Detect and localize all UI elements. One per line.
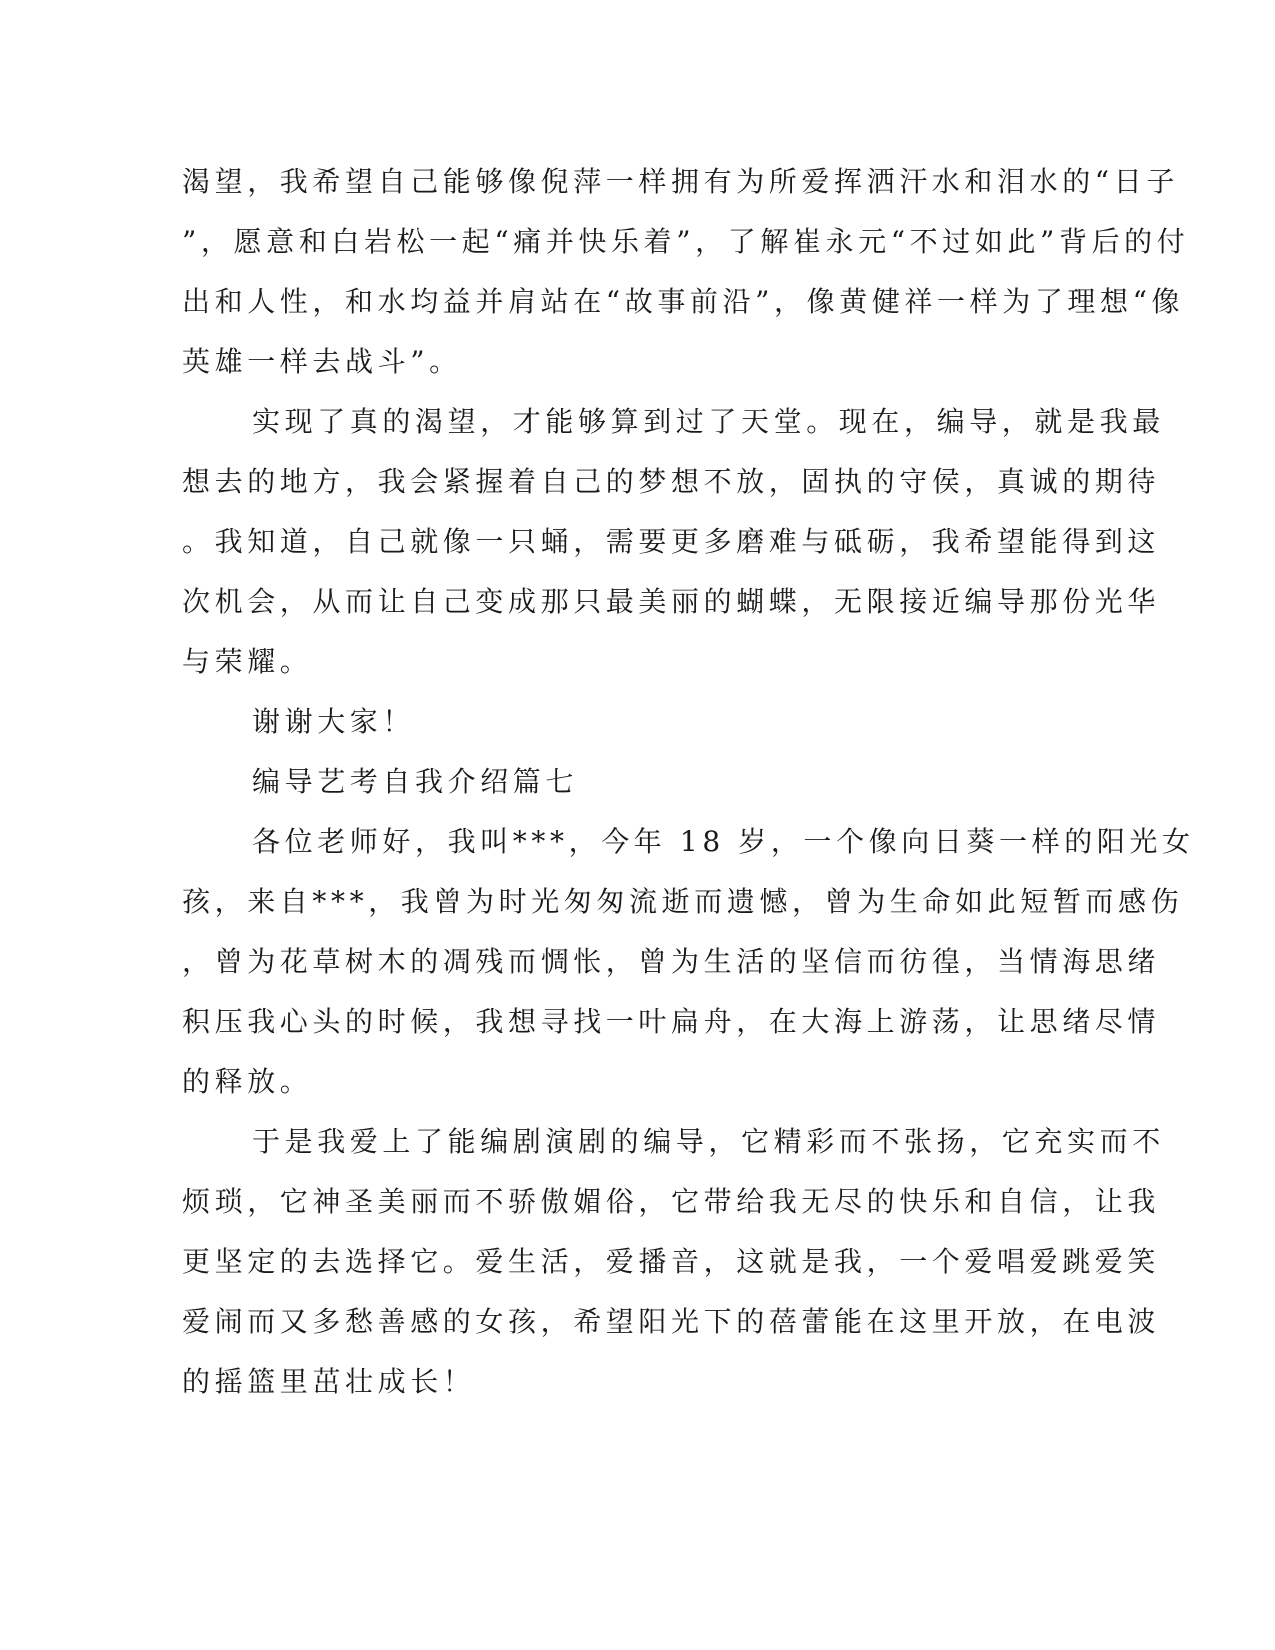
text-line: 与荣耀。: [182, 645, 313, 678]
text-line: 英雄一样去战斗”。: [182, 345, 462, 378]
paragraph-thanks: [182, 692, 1032, 752]
text-line: 的释放。: [182, 1065, 313, 1098]
text-line: 孩，来自***，我曾为时光匆匆流逝而遗憾，曾为生命如此短暂而感伤: [182, 885, 1184, 918]
text-line: ，曾为花草树木的凋残而惆怅，曾为生活的坚信而彷徨，当情海思绪: [182, 945, 1161, 978]
document-body: [182, 152, 1195, 1412]
text-line: ”，愿意和白岩松一起“痛并快乐着”，了解崔永元“不过如此”背后的付: [182, 225, 1190, 258]
text-line: 于是我爱上了能编剧演剧的编导，它精彩而不张扬，它充实而不: [252, 1125, 1165, 1158]
text-line: 。我知道，自己就像一只蛹，需要更多磨难与砥砺，我希望能得到这: [182, 525, 1161, 558]
text-line: 的摇篮里茁壮成长！: [182, 1365, 476, 1398]
text-line: 渴望，我希望自己能够像倪萍一样拥有为所爱挥洒汗水和泪水的“日子: [182, 165, 1179, 198]
text-line: 积压我心头的时候，我想寻找一叶扁舟，在大海上游荡，让思绪尽情: [182, 1005, 1161, 1038]
section-heading-text: 编导艺考自我介绍篇七: [252, 765, 579, 798]
text-line: 想去的地方，我会紧握着自己的梦想不放，固执的守侯，真诚的期待: [182, 465, 1161, 498]
text-line: 实现了真的渴望，才能够算到过了天堂。现在，编导，就是我最: [252, 405, 1165, 438]
text-line: 爱闹而又多愁善感的女孩，希望阳光下的蓓蕾能在这里开放，在电波: [182, 1305, 1161, 1338]
text-line: 各位老师好，我叫***，今年 18 岁，一个像向日葵一样的阳光女: [252, 825, 1195, 858]
text-line: 烦琐，它神圣美丽而不骄傲媚俗，它带给我无尽的快乐和自信，让我: [182, 1185, 1161, 1218]
paragraph: [182, 392, 1165, 692]
text-line: 更坚定的去选择它。爱生活，爱播音，这就是我，一个爱唱爱跳爱笑: [182, 1245, 1161, 1278]
paragraph: [182, 152, 1190, 392]
paragraph: [182, 1112, 1165, 1412]
section-heading: [182, 752, 1032, 812]
text-line: 次机会，从而让自己变成那只最美丽的蝴蝶，无限接近编导那份光华: [182, 585, 1161, 618]
text-line: 谢谢大家！: [252, 705, 416, 738]
text-line: 出和人性，和水均益并肩站在“故事前沿”，像黄健祥一样为了理想“像: [182, 285, 1185, 318]
paragraph: [182, 812, 1195, 1112]
